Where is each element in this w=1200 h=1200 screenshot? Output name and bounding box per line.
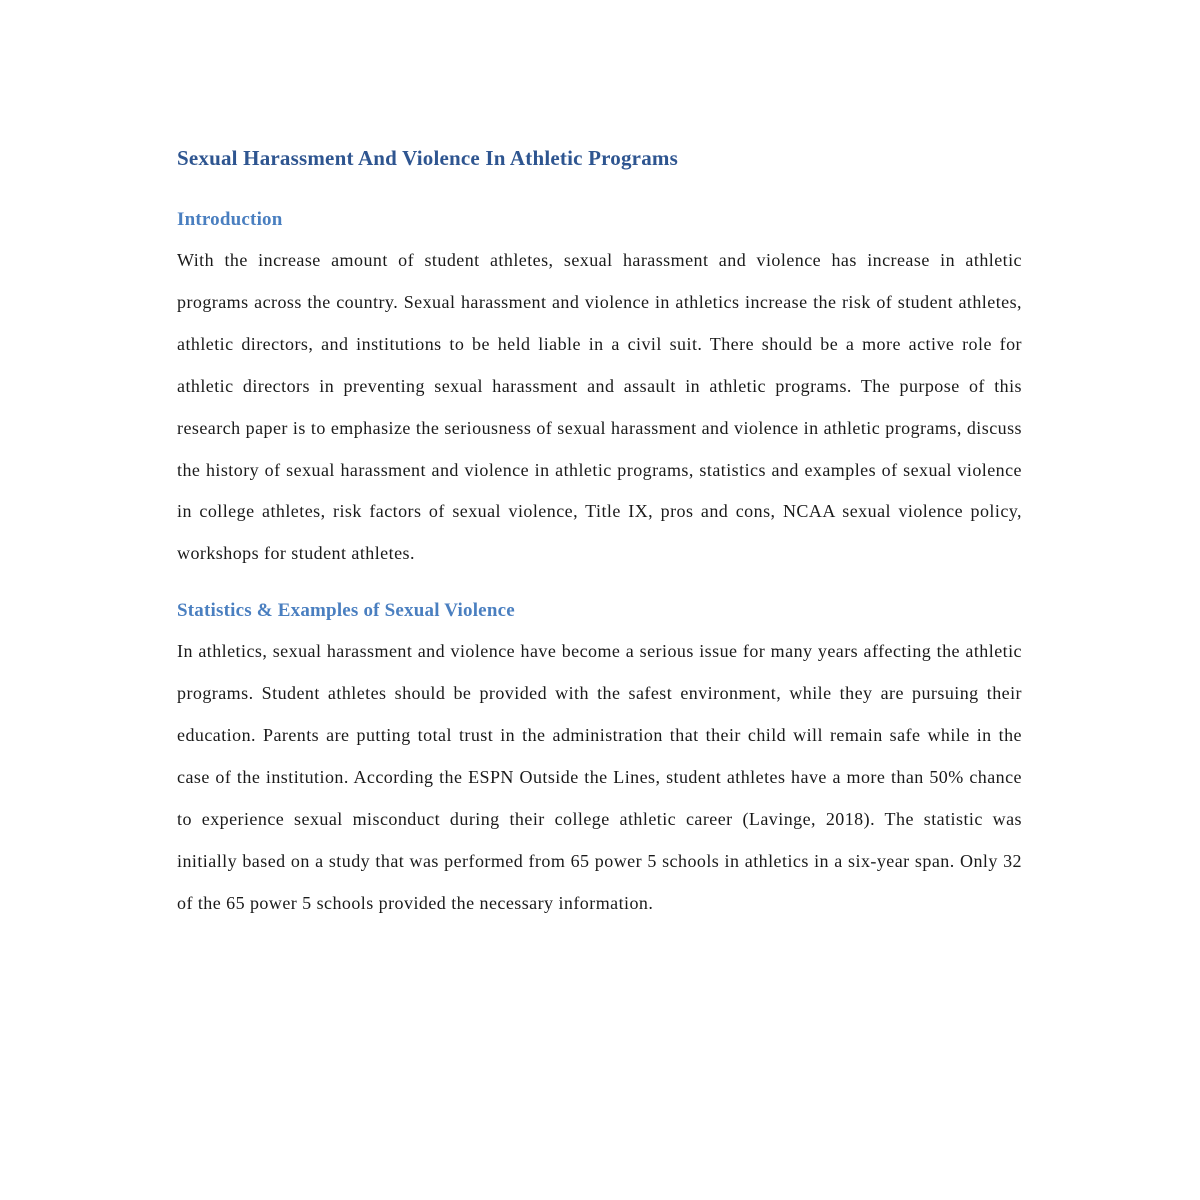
paragraph-statistics: In athletics, sexual harassment and violence have become a serious issue for many years affecting the athletic programs. Student athletes should be provided with the safest environment, while they are pursuing their education. Parents are putting total trust in the administration that their child will remain safe while in the case of the institution. According the ESPN Outside the Lines, student athletes have a more than 50% chance to experience sexual misconduct during their college athletic career (Lavinge, 2018). The statistic was initially based on a study that was performed from 65 power 5 schools in athletics in a six-year span. Only 32 of the 65 power 5 schools provided the necessary information. <box>177 641 1022 913</box>
document-title: Sexual Harassment And Violence In Athletic Programs <box>177 146 678 170</box>
section-heading-introduction: Introduction <box>177 209 283 230</box>
document-body <box>177 140 1022 925</box>
paragraph-introduction: With the increase amount of student athletes, sexual harassment and violence has increase in athletic programs across the country. Sexual harassment and violence in athletics increase the risk of student athletes, athletic directors, and institutions to be held liable in a civil suit. There should be a more active role for athletic directors in preventing sexual harassment and assault in athletic programs. The purpose of this research paper is to emphasize the seriousness of sexual harassment and violence in athletic programs, discuss the history of sexual harassment and violence in athletic programs, statistics and examples of sexual violence in college athletes, risk factors of sexual violence, Title IX, pros and cons, NCAA sexual violence policy, workshops for student athletes. <box>177 250 1022 564</box>
section-heading-statistics: Statistics & Examples of Sexual Violence <box>177 600 515 622</box>
